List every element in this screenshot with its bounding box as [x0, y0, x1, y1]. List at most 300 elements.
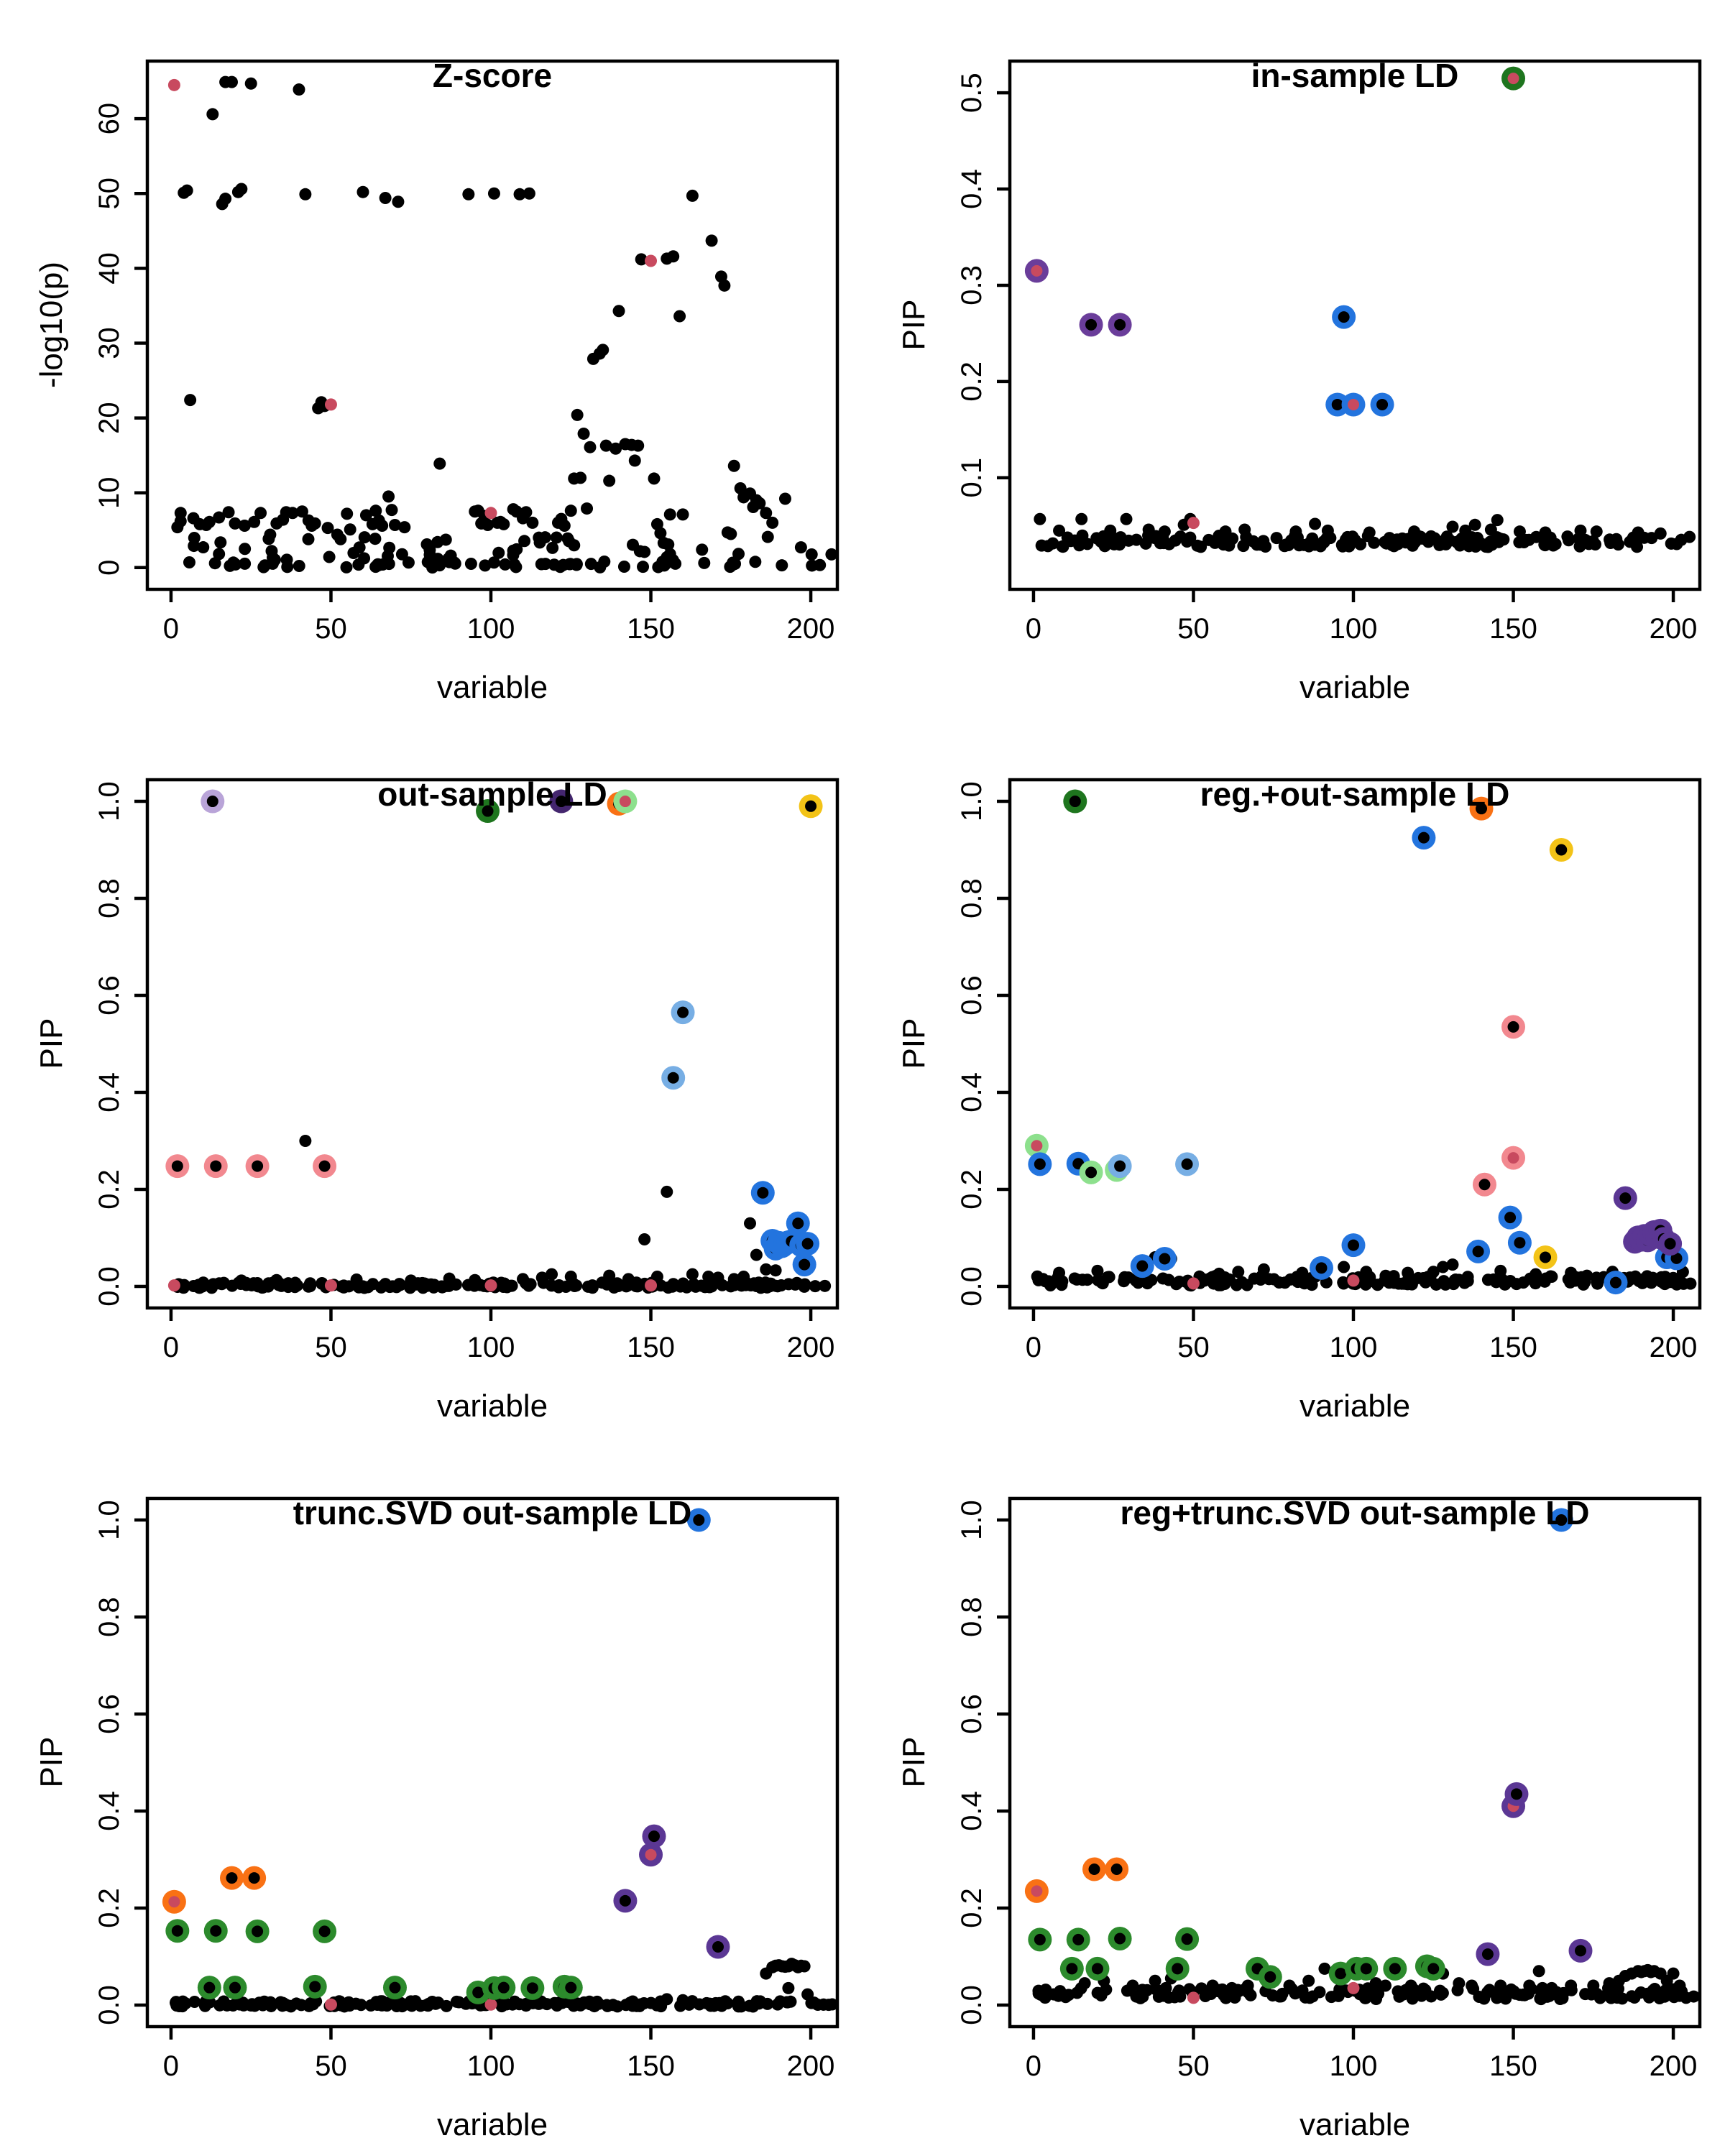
- point: [1565, 1267, 1577, 1279]
- y-tick-label: 60: [93, 102, 125, 135]
- point: [1499, 1992, 1512, 2004]
- point: [1379, 1979, 1392, 1991]
- point: [264, 529, 276, 541]
- point: [281, 553, 293, 566]
- point: [1115, 533, 1127, 545]
- point: [624, 1996, 636, 2009]
- point: [629, 454, 641, 466]
- point: [239, 543, 251, 555]
- point: [498, 1982, 510, 1994]
- point: [1587, 1979, 1599, 1991]
- point: [249, 1872, 260, 1884]
- y-tick-label: 0.5: [956, 73, 988, 113]
- point: [499, 558, 511, 571]
- point: [1126, 1979, 1138, 1991]
- point: [527, 1982, 538, 1994]
- point: [430, 1998, 442, 2010]
- point: [197, 541, 209, 553]
- point: [1182, 1933, 1193, 1945]
- point: [558, 520, 571, 532]
- x-tick-label: 200: [1649, 613, 1698, 645]
- point: [637, 561, 649, 573]
- point: [1376, 399, 1388, 410]
- point: [309, 517, 321, 530]
- point: [362, 1281, 374, 1293]
- point: [1077, 1273, 1089, 1286]
- point: [405, 1995, 417, 2007]
- point: [1680, 1991, 1692, 2004]
- point: [698, 557, 710, 569]
- y-tick-label: 0.4: [93, 1072, 125, 1112]
- point: [765, 1278, 777, 1290]
- point: [196, 1281, 208, 1293]
- point: [1172, 1963, 1183, 1974]
- point: [661, 1993, 673, 2005]
- x-tick-label: 50: [315, 2050, 347, 2082]
- point: [1591, 525, 1603, 538]
- point: [299, 1135, 311, 1147]
- point: [1514, 525, 1526, 538]
- point: [1079, 1977, 1091, 1989]
- causal-point: [1187, 1277, 1200, 1289]
- point: [1523, 534, 1535, 546]
- point: [235, 1274, 247, 1286]
- point: [601, 1999, 613, 2012]
- point: [661, 1186, 673, 1198]
- point: [1610, 533, 1622, 545]
- point: [1213, 1268, 1225, 1280]
- point: [1661, 1988, 1673, 2000]
- point: [1402, 1267, 1414, 1279]
- y-axis-label: PIP: [896, 1018, 932, 1069]
- point: [1418, 832, 1430, 844]
- point: [183, 556, 196, 568]
- point: [338, 1281, 350, 1294]
- causal-point: [1187, 517, 1200, 529]
- x-tick-label: 0: [1025, 1332, 1042, 1363]
- point: [380, 192, 392, 204]
- point: [1361, 1963, 1372, 1974]
- point: [770, 1264, 782, 1276]
- point: [303, 1281, 315, 1293]
- point: [507, 549, 519, 561]
- point: [1134, 1992, 1146, 2004]
- plot-canvas-3: [862, 719, 1725, 1437]
- point: [440, 533, 452, 545]
- y-tick-label: 20: [93, 402, 125, 434]
- point: [372, 559, 385, 571]
- point: [1583, 538, 1595, 550]
- point: [1466, 538, 1478, 550]
- point: [1302, 1975, 1315, 1987]
- x-tick-label: 100: [466, 613, 515, 645]
- point: [210, 1161, 221, 1172]
- causal-point: [484, 1279, 497, 1291]
- point: [1322, 525, 1334, 537]
- point: [1335, 1968, 1346, 1979]
- point: [206, 108, 218, 120]
- point: [369, 533, 381, 545]
- point: [686, 1268, 699, 1281]
- point: [1446, 520, 1458, 533]
- point: [1494, 1979, 1506, 1991]
- points-layer: [162, 1508, 838, 2013]
- axes: [956, 73, 1697, 645]
- point: [387, 1280, 399, 1292]
- point: [622, 1273, 635, 1285]
- point: [613, 305, 625, 317]
- point: [1511, 1788, 1522, 1800]
- point: [1332, 399, 1343, 410]
- point: [1533, 1965, 1545, 1977]
- point: [172, 1925, 183, 1937]
- point: [1198, 1274, 1210, 1286]
- point: [696, 543, 708, 556]
- y-tick-label: 0.6: [93, 975, 125, 1015]
- plot-title: Z-score: [432, 57, 553, 94]
- point: [548, 558, 561, 571]
- causal-point: [168, 1279, 180, 1291]
- point: [1555, 844, 1567, 856]
- point: [226, 1872, 237, 1884]
- point: [712, 1941, 724, 1953]
- point: [184, 394, 196, 406]
- x-tick-label: 100: [1329, 1332, 1378, 1363]
- point: [792, 1217, 804, 1229]
- plot-trunc-svd-out-sample-ld: [0, 1437, 862, 2156]
- plot-reg-out-sample-ld: [862, 719, 1725, 1437]
- causal-point: [168, 1896, 180, 1907]
- point: [1337, 1276, 1349, 1289]
- x-tick-label: 50: [1177, 613, 1210, 645]
- point: [1236, 1276, 1248, 1289]
- point: [1213, 1279, 1225, 1291]
- point: [213, 548, 225, 560]
- point: [819, 1280, 831, 1292]
- point: [1075, 513, 1087, 525]
- plot-frame: [147, 1498, 837, 2027]
- point: [806, 548, 818, 561]
- causal-point: [645, 1849, 657, 1861]
- y-tick-label: 1.0: [93, 781, 125, 821]
- x-axis-label: variable: [436, 670, 548, 705]
- points-layer: [168, 76, 838, 573]
- point: [795, 541, 807, 553]
- point: [706, 234, 718, 247]
- point: [1637, 1277, 1649, 1289]
- point: [1673, 1979, 1685, 1991]
- point: [223, 506, 235, 518]
- point: [686, 190, 699, 202]
- point: [465, 558, 477, 570]
- point: [1440, 538, 1452, 550]
- point: [1032, 1274, 1044, 1286]
- point: [1478, 1179, 1490, 1190]
- points-layer: [1025, 1508, 1700, 2006]
- point: [451, 1996, 463, 2008]
- point: [799, 1281, 811, 1293]
- point: [523, 188, 535, 200]
- point: [497, 518, 510, 530]
- point: [799, 1259, 810, 1271]
- x-tick-label: 0: [1025, 613, 1042, 645]
- plot-frame: [147, 780, 837, 1308]
- point: [265, 545, 277, 557]
- x-tick-label: 150: [1489, 613, 1537, 645]
- point: [433, 458, 446, 470]
- point: [1655, 528, 1667, 540]
- point: [1118, 1271, 1131, 1284]
- point: [603, 475, 615, 487]
- y-tick-label: 1.0: [956, 1500, 988, 1540]
- causal-point: [1508, 1152, 1519, 1164]
- point: [1191, 540, 1203, 552]
- point: [737, 491, 750, 503]
- point: [341, 507, 353, 520]
- point: [1072, 1934, 1084, 1945]
- point: [235, 183, 247, 195]
- x-tick-label: 100: [1329, 2050, 1378, 2082]
- point: [1315, 538, 1327, 550]
- point: [1508, 1021, 1519, 1033]
- point: [744, 1217, 756, 1230]
- point: [513, 1998, 525, 2010]
- point: [553, 1279, 565, 1291]
- point: [1668, 1968, 1680, 1980]
- point: [469, 1274, 481, 1286]
- point: [1486, 538, 1498, 550]
- x-tick-label: 150: [627, 2050, 675, 2082]
- y-tick-label: 1.0: [93, 1500, 125, 1540]
- point: [1053, 525, 1065, 537]
- x-tick-label: 0: [162, 2050, 180, 2082]
- point: [227, 1999, 239, 2012]
- x-tick-label: 150: [627, 1332, 675, 1363]
- y-tick-label: 0.4: [93, 1791, 125, 1831]
- x-tick-label: 200: [1649, 1332, 1698, 1363]
- x-tick-label: 100: [466, 2050, 515, 2082]
- x-axis-label: variable: [1299, 2107, 1411, 2142]
- point: [689, 1281, 702, 1293]
- point: [1389, 1963, 1401, 1974]
- x-tick-label: 200: [786, 1332, 835, 1363]
- point: [428, 1279, 441, 1291]
- plot-title: in-sample LD: [1251, 57, 1459, 94]
- point: [664, 508, 676, 520]
- point: [1053, 1267, 1065, 1279]
- y-tick-label: 0.2: [93, 1888, 125, 1928]
- point: [472, 1986, 484, 1998]
- point: [358, 552, 370, 564]
- point: [257, 1997, 269, 2009]
- point: [1172, 1986, 1184, 1999]
- point: [750, 1249, 763, 1261]
- y-axis-label: PIP: [896, 299, 932, 351]
- point: [588, 2000, 600, 2012]
- point: [673, 310, 686, 323]
- x-tick-label: 100: [1329, 613, 1378, 645]
- plot-canvas-4: [0, 1437, 862, 2156]
- causal-point: [645, 1279, 657, 1291]
- causal-point: [325, 1279, 337, 1291]
- point: [648, 472, 660, 484]
- points-layer: [1025, 67, 1696, 553]
- point: [771, 1999, 783, 2011]
- point: [735, 2000, 748, 2012]
- point: [1360, 1266, 1372, 1278]
- point: [1398, 1278, 1410, 1290]
- x-tick-label: 200: [1649, 2050, 1698, 2082]
- point: [1420, 1276, 1432, 1289]
- point: [1610, 1277, 1622, 1289]
- point: [497, 1281, 510, 1293]
- causal-point: [325, 398, 337, 410]
- point: [546, 542, 558, 554]
- point: [1563, 534, 1575, 546]
- causal-point: [325, 1999, 337, 2011]
- point: [1545, 1982, 1558, 1994]
- x-axis-label: variable: [436, 1388, 548, 1424]
- point: [351, 1273, 363, 1286]
- point: [256, 1281, 268, 1294]
- point: [1143, 523, 1155, 535]
- point: [1114, 1933, 1126, 1945]
- point: [1481, 1986, 1494, 1999]
- point: [1466, 1979, 1478, 1991]
- point: [309, 1981, 321, 1992]
- axes: [93, 103, 834, 645]
- y-tick-label: 0.6: [93, 1694, 125, 1734]
- point: [1482, 1948, 1494, 1960]
- y-tick-label: 0.6: [956, 975, 988, 1015]
- point: [1369, 1992, 1381, 2004]
- x-tick-label: 0: [162, 613, 180, 645]
- plot-canvas-1: [862, 0, 1725, 719]
- x-tick-label: 200: [786, 613, 835, 645]
- y-tick-label: 0.2: [956, 1169, 988, 1210]
- point: [1283, 1979, 1295, 1991]
- point: [1062, 1989, 1075, 2001]
- y-tick-label: 0.8: [956, 878, 988, 918]
- point: [732, 548, 745, 560]
- x-axis-label: variable: [436, 2107, 548, 2142]
- point: [1289, 525, 1302, 538]
- point: [1574, 525, 1586, 537]
- point: [1530, 1268, 1542, 1281]
- causal-point: [1347, 1274, 1359, 1286]
- point: [1315, 1262, 1327, 1273]
- y-tick-label: 0.4: [956, 169, 988, 209]
- point: [1159, 1253, 1170, 1264]
- point: [1085, 319, 1097, 331]
- point: [564, 558, 576, 570]
- point: [584, 441, 596, 453]
- causal-point: [1187, 1991, 1200, 2004]
- plot-reg-trunc-svd-out-sample-ld: [862, 1437, 1725, 2156]
- point: [1238, 523, 1251, 535]
- point: [443, 1273, 456, 1285]
- point: [520, 506, 532, 518]
- point: [565, 1271, 577, 1283]
- point: [784, 1996, 796, 2008]
- plot-zscore: [0, 0, 862, 719]
- point: [561, 533, 574, 545]
- point: [1485, 523, 1497, 535]
- point: [1619, 1192, 1631, 1204]
- point: [608, 1281, 620, 1294]
- point: [598, 556, 610, 568]
- point: [1296, 1267, 1308, 1279]
- point: [239, 558, 251, 570]
- point: [667, 250, 679, 262]
- y-tick-label: 30: [93, 327, 125, 359]
- point: [1545, 1271, 1558, 1283]
- point: [1182, 1158, 1193, 1170]
- plot-title: out-sample LD: [377, 775, 607, 813]
- point: [1057, 540, 1069, 553]
- point: [1514, 1237, 1525, 1248]
- point: [1099, 540, 1111, 552]
- point: [1405, 1979, 1417, 1991]
- point: [1338, 311, 1350, 323]
- x-tick-label: 150: [1489, 2050, 1537, 2082]
- y-tick-label: 0.0: [93, 1266, 125, 1307]
- causal-point: [645, 254, 657, 267]
- point: [1504, 1212, 1516, 1223]
- point: [319, 1161, 331, 1172]
- point: [719, 1995, 732, 2007]
- y-tick-label: 0.4: [956, 1791, 988, 1831]
- point: [323, 551, 336, 563]
- y-tick-label: 0: [93, 559, 125, 576]
- point: [677, 1994, 689, 2007]
- y-tick-label: 0.0: [956, 1985, 988, 2025]
- point: [638, 545, 650, 558]
- x-tick-label: 100: [466, 1332, 515, 1363]
- plot-title: reg.+out-sample LD: [1200, 775, 1510, 813]
- point: [1338, 1261, 1350, 1273]
- point: [574, 1999, 586, 2012]
- point: [1393, 1991, 1405, 2003]
- point: [488, 188, 500, 200]
- point: [1091, 1265, 1103, 1277]
- point: [1149, 1975, 1162, 1987]
- y-tick-label: 0.6: [956, 1694, 988, 1734]
- point: [376, 1998, 388, 2010]
- y-tick-label: 10: [93, 476, 125, 509]
- point: [207, 1278, 219, 1290]
- y-tick-label: 0.2: [956, 361, 988, 402]
- point: [1034, 1934, 1046, 1945]
- point: [1159, 525, 1171, 538]
- causal-point: [484, 507, 497, 519]
- x-tick-label: 200: [786, 2050, 835, 2082]
- point: [668, 1072, 679, 1084]
- point: [674, 1281, 686, 1293]
- point: [1056, 1279, 1068, 1291]
- y-axis-label: PIP: [896, 1736, 932, 1788]
- point: [728, 1273, 740, 1285]
- point: [1219, 525, 1231, 538]
- point: [392, 195, 404, 208]
- point: [203, 1982, 215, 1994]
- point: [170, 1996, 182, 2008]
- point: [254, 507, 267, 519]
- x-tick-label: 50: [1177, 1332, 1210, 1363]
- point: [1523, 1979, 1535, 1991]
- point: [806, 559, 818, 571]
- point: [1453, 1977, 1465, 1989]
